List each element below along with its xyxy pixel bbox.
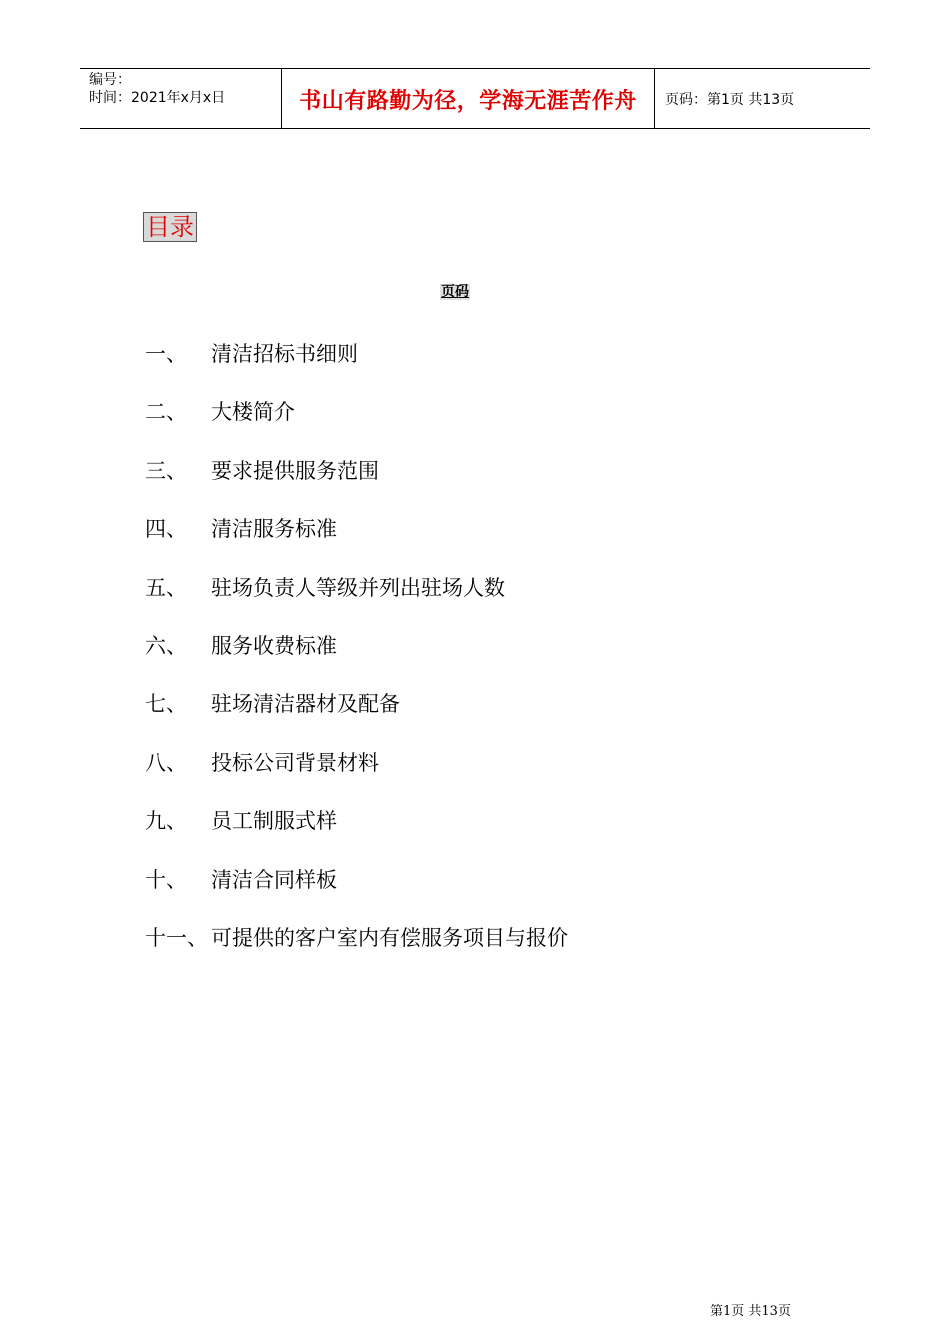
toc-item[interactable] (145, 630, 845, 688)
toc-list (145, 338, 845, 980)
toc-item-title: 驻场负责人等级并列出驻场人数 (211, 575, 505, 600)
toc-item-title: 员工制服式样 (211, 809, 337, 834)
toc-item-number: 一、 (145, 342, 187, 366)
toc-item-number: 二、 (145, 400, 187, 425)
toc-item[interactable] (145, 688, 845, 746)
toc-item[interactable] (145, 455, 845, 513)
toc-item-title: 清洁合同样板 (211, 867, 337, 892)
toc-item-number: 三、 (145, 458, 187, 483)
document-date: 时间：2021年x月x日 (89, 90, 226, 106)
toc-item[interactable] (145, 513, 845, 571)
toc-item-number: 十一、 (145, 925, 208, 950)
toc-item-title: 投标公司背景材料 (211, 750, 379, 775)
toc-item-number: 五、 (145, 575, 187, 600)
toc-item[interactable] (145, 805, 845, 863)
toc-item-number: 四、 (145, 517, 187, 542)
header-page-cell (655, 69, 870, 128)
header-motto-cell (282, 69, 655, 128)
toc-item-title: 驻场清洁器材及配备 (211, 692, 400, 717)
toc-item[interactable] (145, 396, 845, 454)
toc-item[interactable] (145, 747, 845, 805)
toc-item[interactable] (145, 338, 845, 396)
page-footer: 第1页 共13页 (710, 1304, 791, 1319)
toc-item-title: 要求提供服务范围 (211, 458, 379, 483)
page-column-label: 页码 (441, 284, 469, 300)
toc-item-number: 九、 (145, 809, 187, 834)
header-meta-cell (80, 69, 282, 128)
toc-item-number: 八、 (145, 750, 187, 775)
toc-item-number: 七、 (145, 692, 187, 717)
toc-item-title: 服务收费标准 (211, 633, 337, 658)
toc-item[interactable] (145, 572, 845, 630)
page-header (80, 68, 870, 129)
toc-item-number: 十、 (145, 867, 187, 892)
header-motto: 书山有路勤为径，学海无涯苦作舟 (299, 89, 637, 114)
toc-item-title: 清洁招标书细则 (211, 342, 358, 366)
toc-item-title: 清洁服务标准 (211, 517, 337, 542)
toc-item[interactable] (145, 922, 845, 980)
document-number-label: 编号： (89, 72, 131, 88)
toc-item-number: 六、 (145, 633, 187, 658)
toc-item-title: 大楼简介 (211, 400, 295, 425)
header-page-info: 页码：第1页 共13页 (665, 91, 795, 108)
toc-heading: 目录 (143, 212, 197, 242)
toc-item-title: 可提供的客户室内有偿服务项目与报价 (211, 925, 568, 950)
toc-item[interactable] (145, 864, 845, 922)
